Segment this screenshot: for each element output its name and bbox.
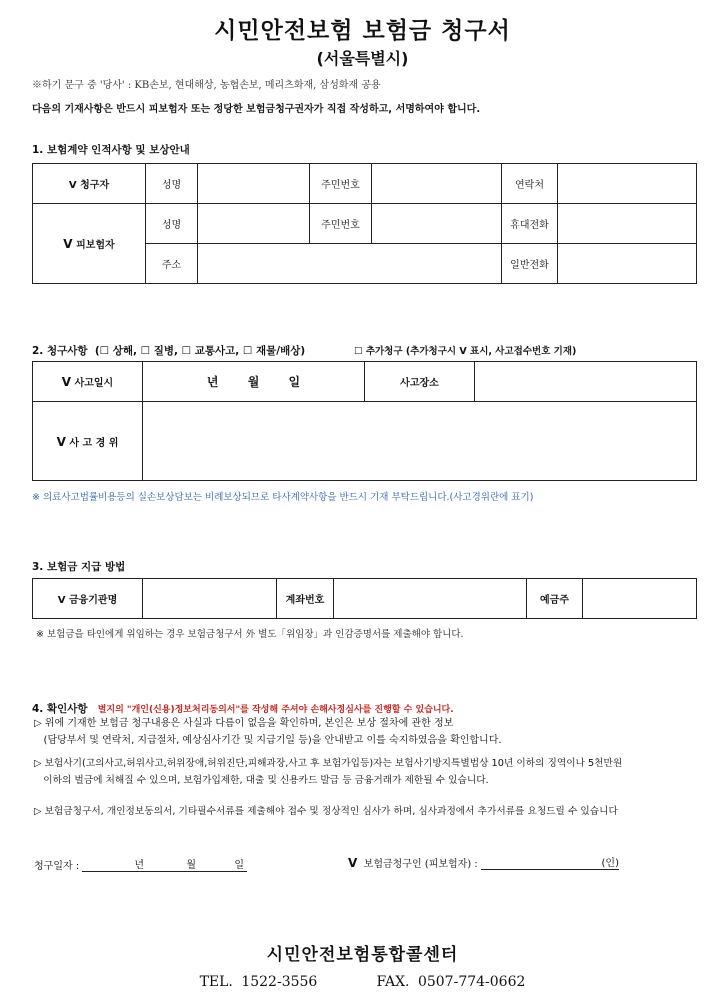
insured-check: V <box>63 237 73 251</box>
claimant-contact-field[interactable] <box>558 164 697 204</box>
section4-title-row <box>32 697 454 716</box>
bank-field[interactable] <box>143 579 277 619</box>
claim-date-field[interactable] <box>82 859 247 872</box>
account-field[interactable] <box>334 579 527 619</box>
claimant-label-cell <box>33 164 146 204</box>
accident-place-field[interactable] <box>475 362 697 402</box>
accident-details-label: 사 고 경 위 <box>69 437 119 449</box>
accident-place-label: 사고장소 <box>365 362 475 402</box>
signature-check: V <box>348 856 358 870</box>
insured-id-field[interactable] <box>372 204 502 244</box>
holder-field[interactable] <box>583 579 697 619</box>
callcenter-contact <box>0 974 725 990</box>
confirm-p1b: (담당부서 및 연락처, 지급절차, 예상심사기간 및 지급기일 등)을 안내받고 이를 숙지하였음을 확인합니다. <box>34 735 502 746</box>
claimant-label: 청구자 <box>80 180 110 191</box>
instruction-text: 다음의 기재사항은 반드시 피보험자 또는 정당한 보험금청구권자가 직접 작성하고, 서명하여야 합니다. <box>32 104 481 115</box>
insured-name-field[interactable] <box>198 204 310 244</box>
section1-table <box>32 163 697 284</box>
claimant-name-label: 성명 <box>146 164 198 204</box>
section2-table <box>32 361 697 481</box>
signature-row <box>34 857 247 872</box>
section2-note: ※ 의료사고법률비용등의 실손보상담보는 비례보상되므로 타사계약사항을 반드시 기재 부탁드립니다.(사고경위란에 표기) <box>32 492 534 503</box>
claim-date-month: 월 <box>186 860 197 871</box>
section2-title-row <box>32 343 305 358</box>
seal-mark: (인) <box>601 858 619 869</box>
claimant-signature-field[interactable] <box>481 857 619 870</box>
confirm-paragraph-1 <box>34 715 502 749</box>
accident-details-label-cell <box>33 402 143 481</box>
claimant-check: V <box>68 180 77 191</box>
claimant-signature-row <box>348 855 619 870</box>
insured-phone-field[interactable] <box>558 244 697 284</box>
section1-title: 1. 보험계약 인적사항 및 보상안내 <box>32 144 190 156</box>
section4-title: 4. 확인사항 <box>32 703 88 715</box>
insured-id-label: 주민번호 <box>310 204 372 244</box>
accident-date-label: 사고일시 <box>74 378 114 389</box>
holder-label: 예금주 <box>527 579 583 619</box>
section2-extra-claim[interactable]: ☐ 추가청구 (추가청구시 V 표시, 사고접수번호 기재) <box>354 346 577 357</box>
accident-details-field[interactable] <box>143 402 697 481</box>
claimant-name-field[interactable] <box>198 164 310 204</box>
page-title: 시민안전보험 보험금 청구서 <box>214 18 511 44</box>
insured-address-label: 주소 <box>146 244 198 284</box>
claim-date-day: 일 <box>234 860 245 871</box>
accident-date-field[interactable]: 년 월 일 <box>143 362 365 402</box>
section3-table <box>32 578 697 619</box>
confirm-paragraph-2 <box>34 755 622 789</box>
insured-name-label: 성명 <box>146 204 198 244</box>
confirm-p2b: 이하의 벌금에 처해질 수 있으며, 보험가입제한, 대출 및 신용카드 발급 등 금융거래가 제한될 수 있습니다. <box>34 775 489 786</box>
section4-red-note: 별지의 "개인(신용)정보처리동의서"를 작성해 주셔야 손해사정심사를 진행할 수 있습니다. <box>97 705 454 715</box>
claim-date-year: 년 <box>134 860 145 871</box>
confirm-p1a: ▷ 위에 기재한 보험금 청구내용은 사실과 다름이 없음을 확인하며, 본인은 보상 절차에 관한 정보 <box>34 718 454 729</box>
accident-details-check: V <box>56 434 66 449</box>
insured-address-field[interactable] <box>198 244 502 284</box>
section2-options[interactable]: (☐ 상해, ☐ 질병, ☐ 교통사고, ☐ 재물/배상) <box>94 345 306 357</box>
accident-date-check: V <box>61 375 72 389</box>
confirm-paragraph-3: ▷ 보험금청구서, 개인정보동의서, 기타필수서류를 제출해야 접수 및 정상적인 심사가 하며, 심사과정에서 추가서류를 요청드릴 수 있습니다 <box>34 806 618 817</box>
confirm-p2a: ▷ 보험사기(고의사고,허위사고,허위장애,허위진단,피해과장,사고 후 보험가입등)자는 보험사기방지특별법상 10년 이하의 징역이나 5천만원 <box>34 758 623 769</box>
bank-label-cell <box>33 579 143 619</box>
callcenter-name: 시민안전보험통합콜센터 <box>266 945 459 965</box>
bank-label: 금융기관명 <box>68 595 118 606</box>
callcenter-tel[interactable]: TEL. 1522-3556 <box>199 974 318 990</box>
section2-title: 2. 청구사항 <box>32 345 88 357</box>
insured-mobile-field[interactable] <box>558 204 697 244</box>
page-subtitle: (서울특별시) <box>316 49 409 68</box>
accident-date-label-cell <box>33 362 143 402</box>
insured-label: 피보험자 <box>76 240 115 251</box>
section3-note: ※ 보험금을 타인에게 위임하는 경우 보험금청구서 外 별도「위임장」과 인감증명서를 제출해야 합니다. <box>36 629 464 640</box>
insurer-note: ※하기 문구 중 '당사' : KB손보, 현대해상, 농협손보, 메리츠화재, 삼성화재 공용 <box>32 80 381 91</box>
account-label: 계좌번호 <box>277 579 334 619</box>
claimant-id-label: 주민번호 <box>310 164 372 204</box>
insured-phone-label: 일반전화 <box>502 244 558 284</box>
claimant-id-field[interactable] <box>372 164 502 204</box>
callcenter-fax: FAX. 0507-774-0662 <box>376 974 526 990</box>
bank-check: V <box>57 595 66 606</box>
insured-mobile-label: 휴대전화 <box>502 204 558 244</box>
claim-date-label: 청구일자 : <box>34 861 80 872</box>
claimant-contact-label: 연락처 <box>502 164 558 204</box>
claimant-signature-label: 보험금청구인 (피보험자) : <box>363 859 478 870</box>
section3-title: 3. 보험금 지급 방법 <box>32 561 126 573</box>
insured-label-cell <box>33 204 146 284</box>
